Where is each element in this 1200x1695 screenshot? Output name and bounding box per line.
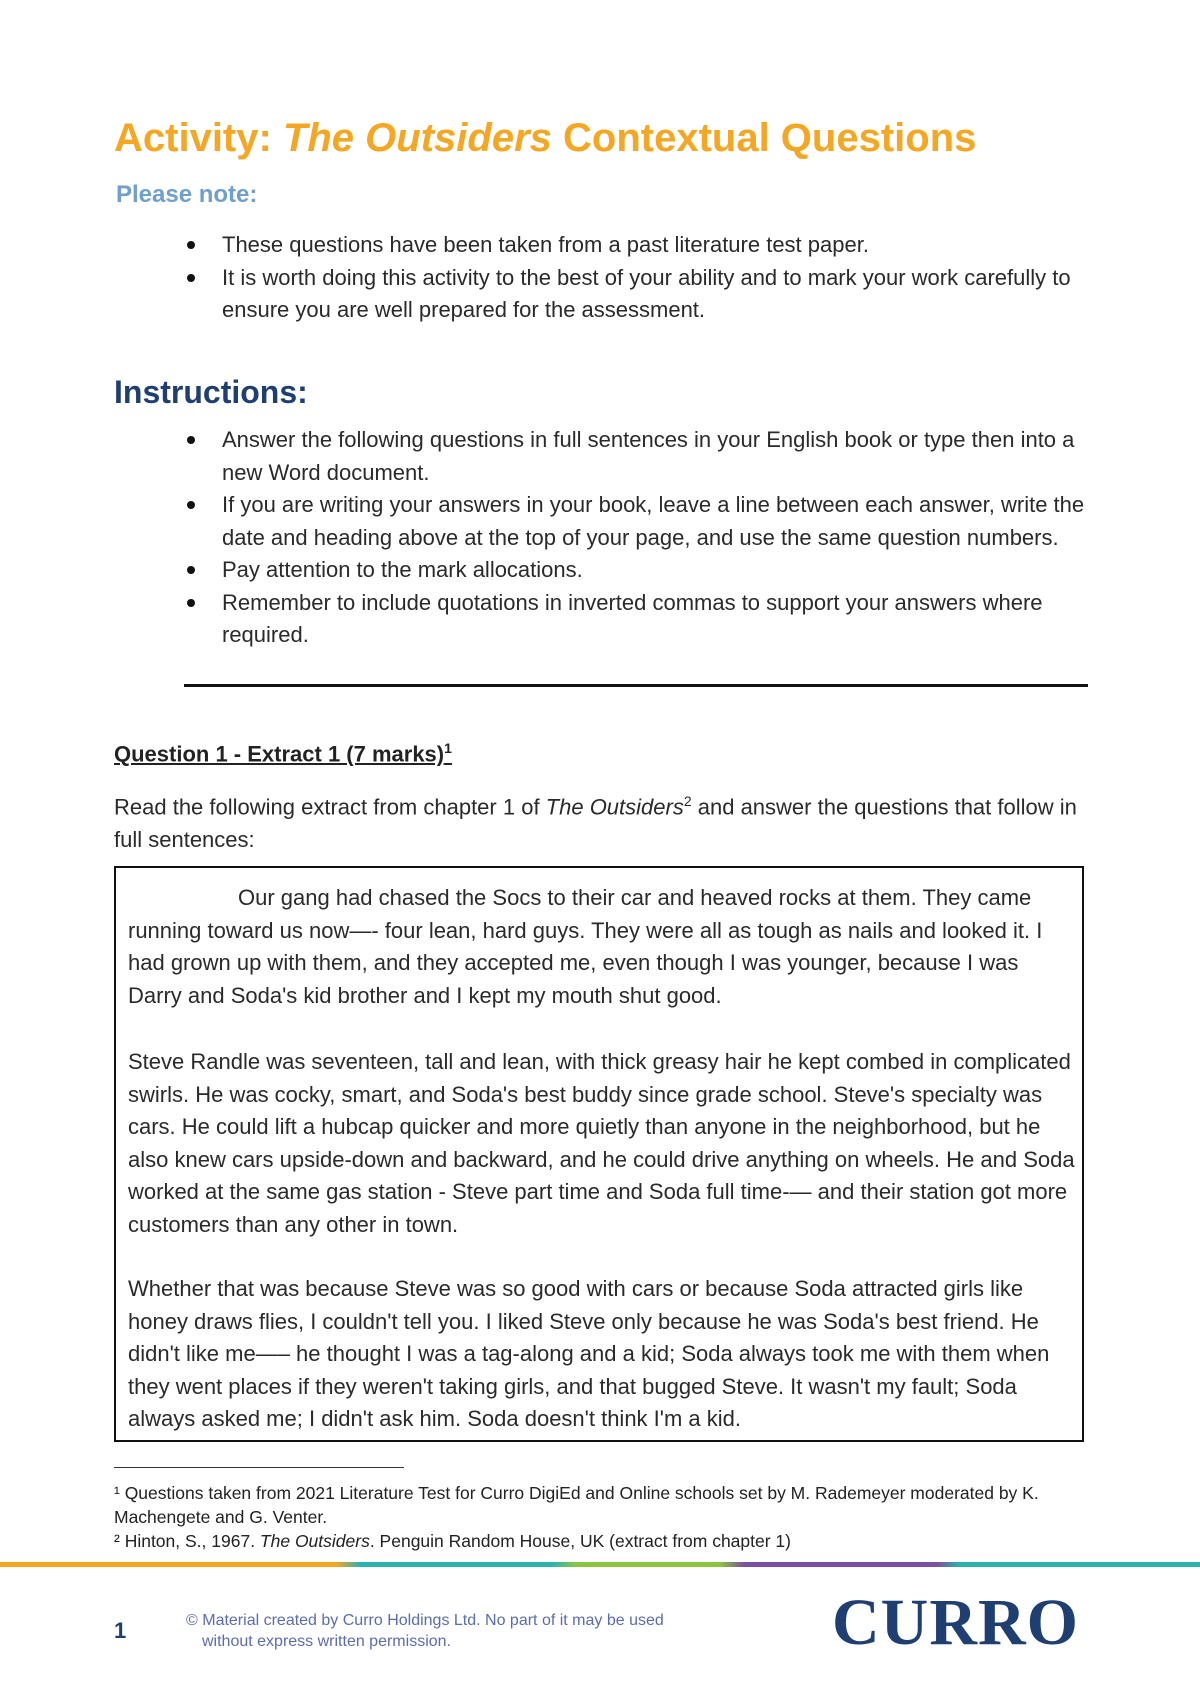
list-item: Remember to include quotations in inverted commas to support your answers where required.	[186, 587, 1086, 652]
list-item: These questions have been taken from a past literature test paper.	[186, 229, 1086, 262]
list-item: If you are writing your answers in your book, leave a line between each answer, write the date and heading above at the top of your page, and use the same question numbers.	[186, 489, 1086, 554]
footnote-divider	[114, 1467, 404, 1468]
footnote-ref[interactable]: 1	[444, 740, 452, 756]
extract-paragraph: Steve Randle was seventeen, tall and lean, with thick greasy hair he kept combed in complicated swirls. He was cocky, smart, and Soda's best buddy since grade school. Steve's specialty was cars. He could lift a hubcap quicker and more quietly than anyone in the neighborhood, but he also knew cars upside-down and backward, and he could drive anything on wheels. He and Soda worked at the same gas station - Steve part time and Soda full time-— and their station got more customers than any other in town.	[128, 1049, 1075, 1237]
list-item: It is worth doing this activity to the best of your ability and to mark your work carefully to ensure you are well prepared for the assessment.	[186, 262, 1086, 327]
instructions-heading: Instructions:	[114, 374, 308, 410]
bullet-icon	[187, 566, 195, 574]
note-list	[186, 229, 1086, 327]
extract-box	[114, 866, 1084, 1442]
question-heading: Question 1 - Extract 1 (7 marks)$^1$	[114, 740, 452, 767]
instructions-list	[186, 424, 1086, 652]
extract-paragraph: Our gang had chased the Socs to their car and heaved rocks at them. They came running toward us now—- four lean, hard guys. They were all as tough as nails and looked it. I had grown up with them, and they accepted me, even though I was younger, because I was Darry and Soda's kid brother and I kept my mouth shut good.	[128, 885, 1043, 1008]
bullet-icon	[187, 501, 195, 509]
section-divider	[184, 684, 1088, 687]
list-item: Pay attention to the mark allocations.	[186, 554, 1086, 587]
bullet-icon	[187, 274, 195, 282]
curro-logo: CURRO	[832, 1586, 1079, 1659]
page-number: 1	[114, 1618, 127, 1643]
please-note-heading: Please note:	[116, 181, 258, 208]
bullet-icon	[187, 436, 195, 444]
bullet-icon	[187, 241, 195, 249]
extract-paragraph: Whether that was because Steve was so good with cars or because Soda attracted girls like honey draws flies, I couldn't tell you. I liked Steve only because he was Soda's best friend. He didn't like me—– he thought I was a tag-along and a kid; Soda always took me with them when they went places if they weren't taking girls, and that bugged Steve. It wasn't my fault; Soda always asked me; I didn't ask him. Soda doesn't think I'm a kid.	[128, 1276, 1050, 1431]
page-title: Activity: The Outsiders Contextual Questions	[114, 116, 977, 160]
copyright-notice: © Material created by Curro Holdings Ltd. No part of it may be used without express written permission.	[186, 1612, 664, 1650]
footnote-2: ² Hinton, S., 1967. The Outsiders. Penguin Random House, UK (extract from chapter 1)	[114, 1531, 791, 1551]
bullet-icon	[187, 599, 195, 607]
list-item: Answer the following questions in full sentences in your English book or type then into a new Word document.	[186, 424, 1086, 489]
footnote-1: ¹ Questions taken from 2021 Literature Test for Curro DigiEd and Online schools set by M. Rademeyer moderated by K. Machengete and G. Venter.	[114, 1483, 1039, 1527]
footer-color-bar	[0, 1562, 1200, 1567]
question-intro: Read the following extract from chapter 1 of The Outsiders$^2$ and answer the questions that follow in full sentences:	[114, 793, 1077, 852]
footnote-ref[interactable]: 2	[683, 793, 692, 809]
